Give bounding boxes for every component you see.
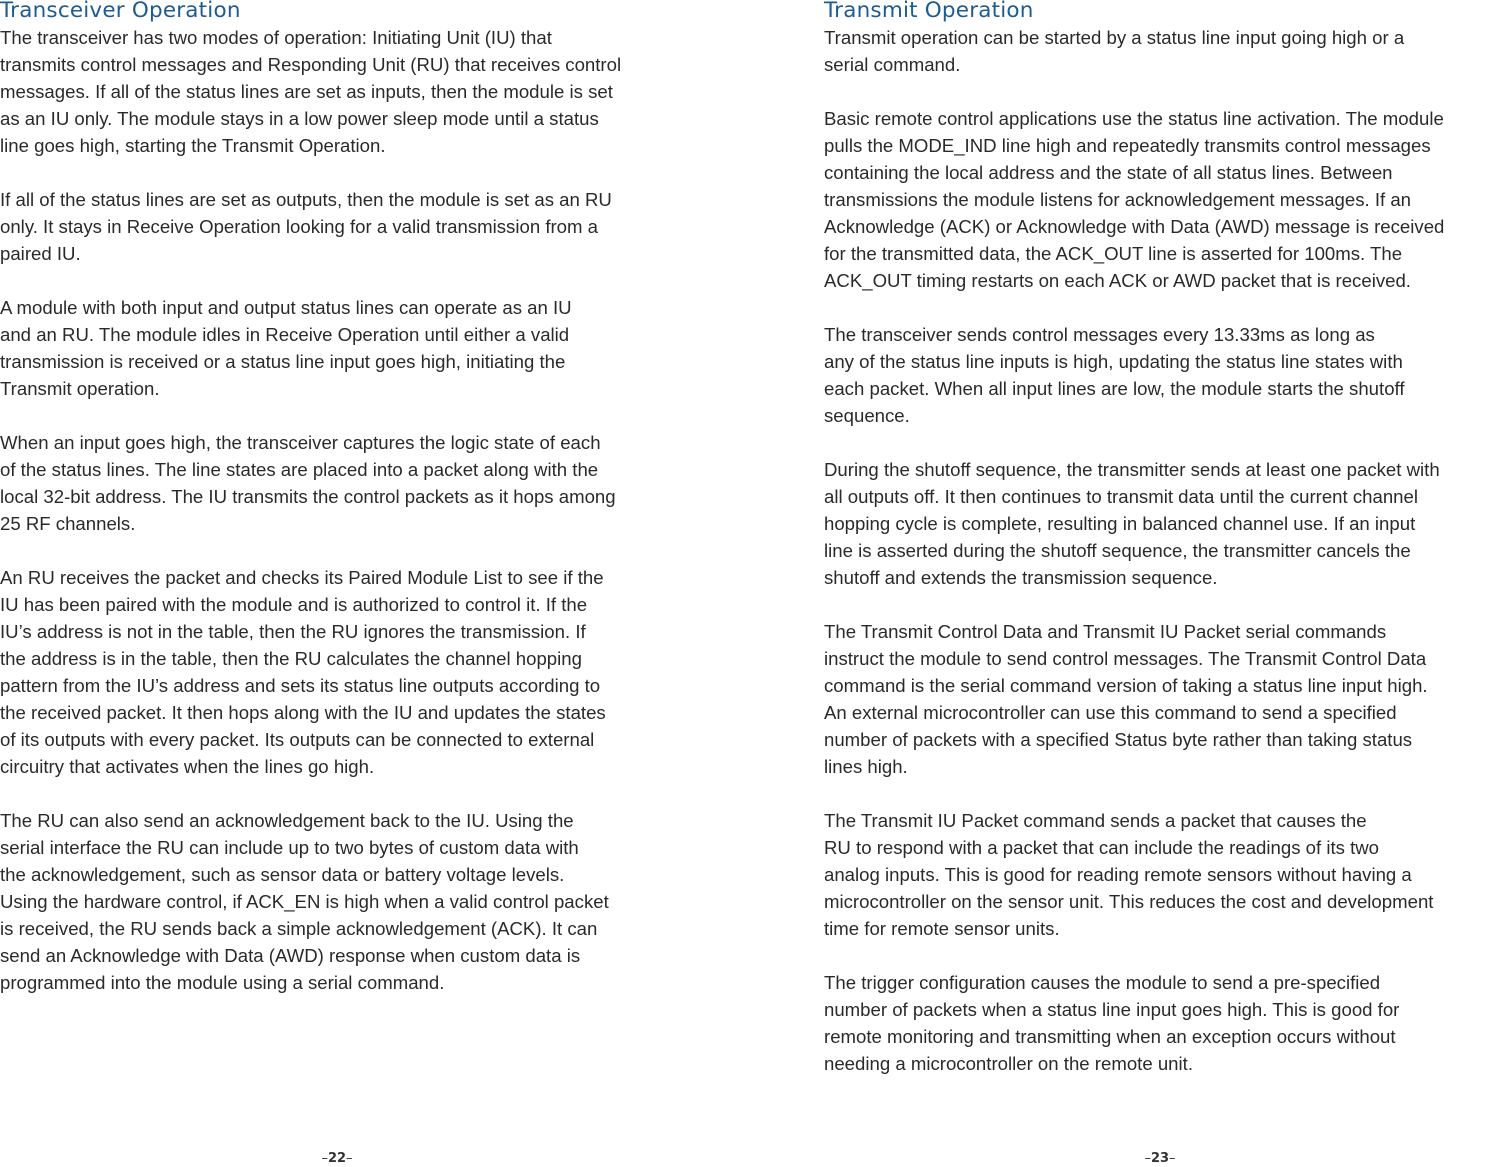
paragraph: A module with both input and output status lines can operate as an IU and an RU. The module idles in Receive Operation until either a valid transmission is received or a status line input goes high, initiating the Transmit operation. (0, 297, 572, 399)
paragraph: Basic remote control applications use the status line activation. The module pulls the MODE_IND line high and repeatedly transmits control messages containing the local address and the state of all status lines. Between transmissions the module listens for acknowledgement messages. If an Acknowledge (ACK) or Acknowledge with Data (AWD) message is received for the transmitted data, the ACK_OUT line is asserted for 100ms. The ACK_OUT timing restarts on each ACK or AWD packet that is received. (824, 108, 1445, 291)
right-page (824, 0, 1498, 1167)
section-heading-transmit-operation: Transmit Operation (824, 0, 1034, 23)
page-number-right (1130, 1151, 1190, 1167)
page-number-value: 23 (1150, 1151, 1170, 1166)
page-number-dash: – (1169, 1151, 1176, 1166)
page-number-value: 22 (327, 1151, 347, 1166)
paragraph: An RU receives the packet and checks its Paired Module List to see if the IU has been paired with the module and is authorized to control it. If the IU’s address is not in the table, then the RU ignores the transmission. If the address is in the table, then the RU calculates the channel hopping pattern from the IU’s address and sets its status line outputs according to the received packet. It then hops along with the IU and updates the states of its outputs with every packet. Its outputs can be connected to external circuitry that activates when the lines go high. (0, 567, 606, 777)
paragraph: If all of the status lines are set as outputs, then the module is set as an RU only. It stays in Receive Operation looking for a valid transmission from a paired IU. (0, 189, 612, 264)
left-page-body (0, 24, 700, 1023)
paragraph: The transceiver has two modes of operation: Initiating Unit (IU) that transmits control messages and Responding Unit (RU) that receives control messages. If all of the status lines are set as inputs, then the module is set as an IU only. The module stays in a low power sleep mode until a status line goes high, starting the Transmit Operation. (0, 27, 622, 156)
section-heading-transceiver-operation: Transceiver Operation (0, 0, 241, 23)
paragraph: The RU can also send an acknowledgement back to the IU. Using the serial interface the RU can include up to two bytes of custom data with the acknowledgement, such as sensor data or battery voltage levels. Using the hardware control, if ACK_EN is high when a valid control packet is received, the RU sends back a simple acknowledgement (ACK). It can send an Acknowledge with Data (AWD) response when custom data is programmed into the module using a serial command. (0, 810, 609, 993)
paragraph: During the shutoff sequence, the transmitter sends at least one packet with all outputs off. It then continues to transmit data until the current channel hopping cycle is complete, resulting in balanced channel use. If an input line is asserted during the shutoff sequence, the transmitter cancels the shutoff and extends the transmission sequence. (824, 459, 1440, 588)
page-number-dash: – (1144, 1151, 1151, 1166)
left-page (0, 0, 700, 1167)
paragraph: The transceiver sends control messages every 13.33ms as long as any of the status line inputs is high, updating the status line states with each packet. When all input lines are low, the module starts the shutoff sequence. (824, 324, 1405, 426)
page-number-dash: – (346, 1151, 353, 1166)
paragraph: The Transmit Control Data and Transmit IU Packet serial commands instruct the module to send control messages. The Transmit Control Data command is the serial command version of taking a status line input high. An external microcontroller can use this command to send a specified number of packets with a specified Status byte rather than taking status lines high. (824, 621, 1428, 777)
paragraph: When an input goes high, the transceiver captures the logic state of each of the status lines. The line states are placed into a packet along with the local 32-bit address. The IU transmits the control packets as it hops among 25 RF channels. (0, 432, 616, 534)
paragraph: The Transmit IU Packet command sends a packet that causes the RU to respond with a packet that can include the readings of its two analog inputs. This is good for reading remote sensors without having a microcontroller on the sensor unit. This reduces the cost and development time for remote sensor units. (824, 810, 1434, 939)
page-number-dash: – (321, 1151, 328, 1166)
right-page-body (824, 24, 1498, 1104)
paragraph: The trigger configuration causes the module to send a pre-specified number of packets when a status line input goes high. This is good for remote monitoring and transmitting when an exception occurs without needing a microcontroller on the remote unit. (824, 972, 1400, 1074)
page-number-left (307, 1151, 367, 1167)
paragraph: Transmit operation can be started by a status line input going high or a serial command. (824, 27, 1405, 75)
